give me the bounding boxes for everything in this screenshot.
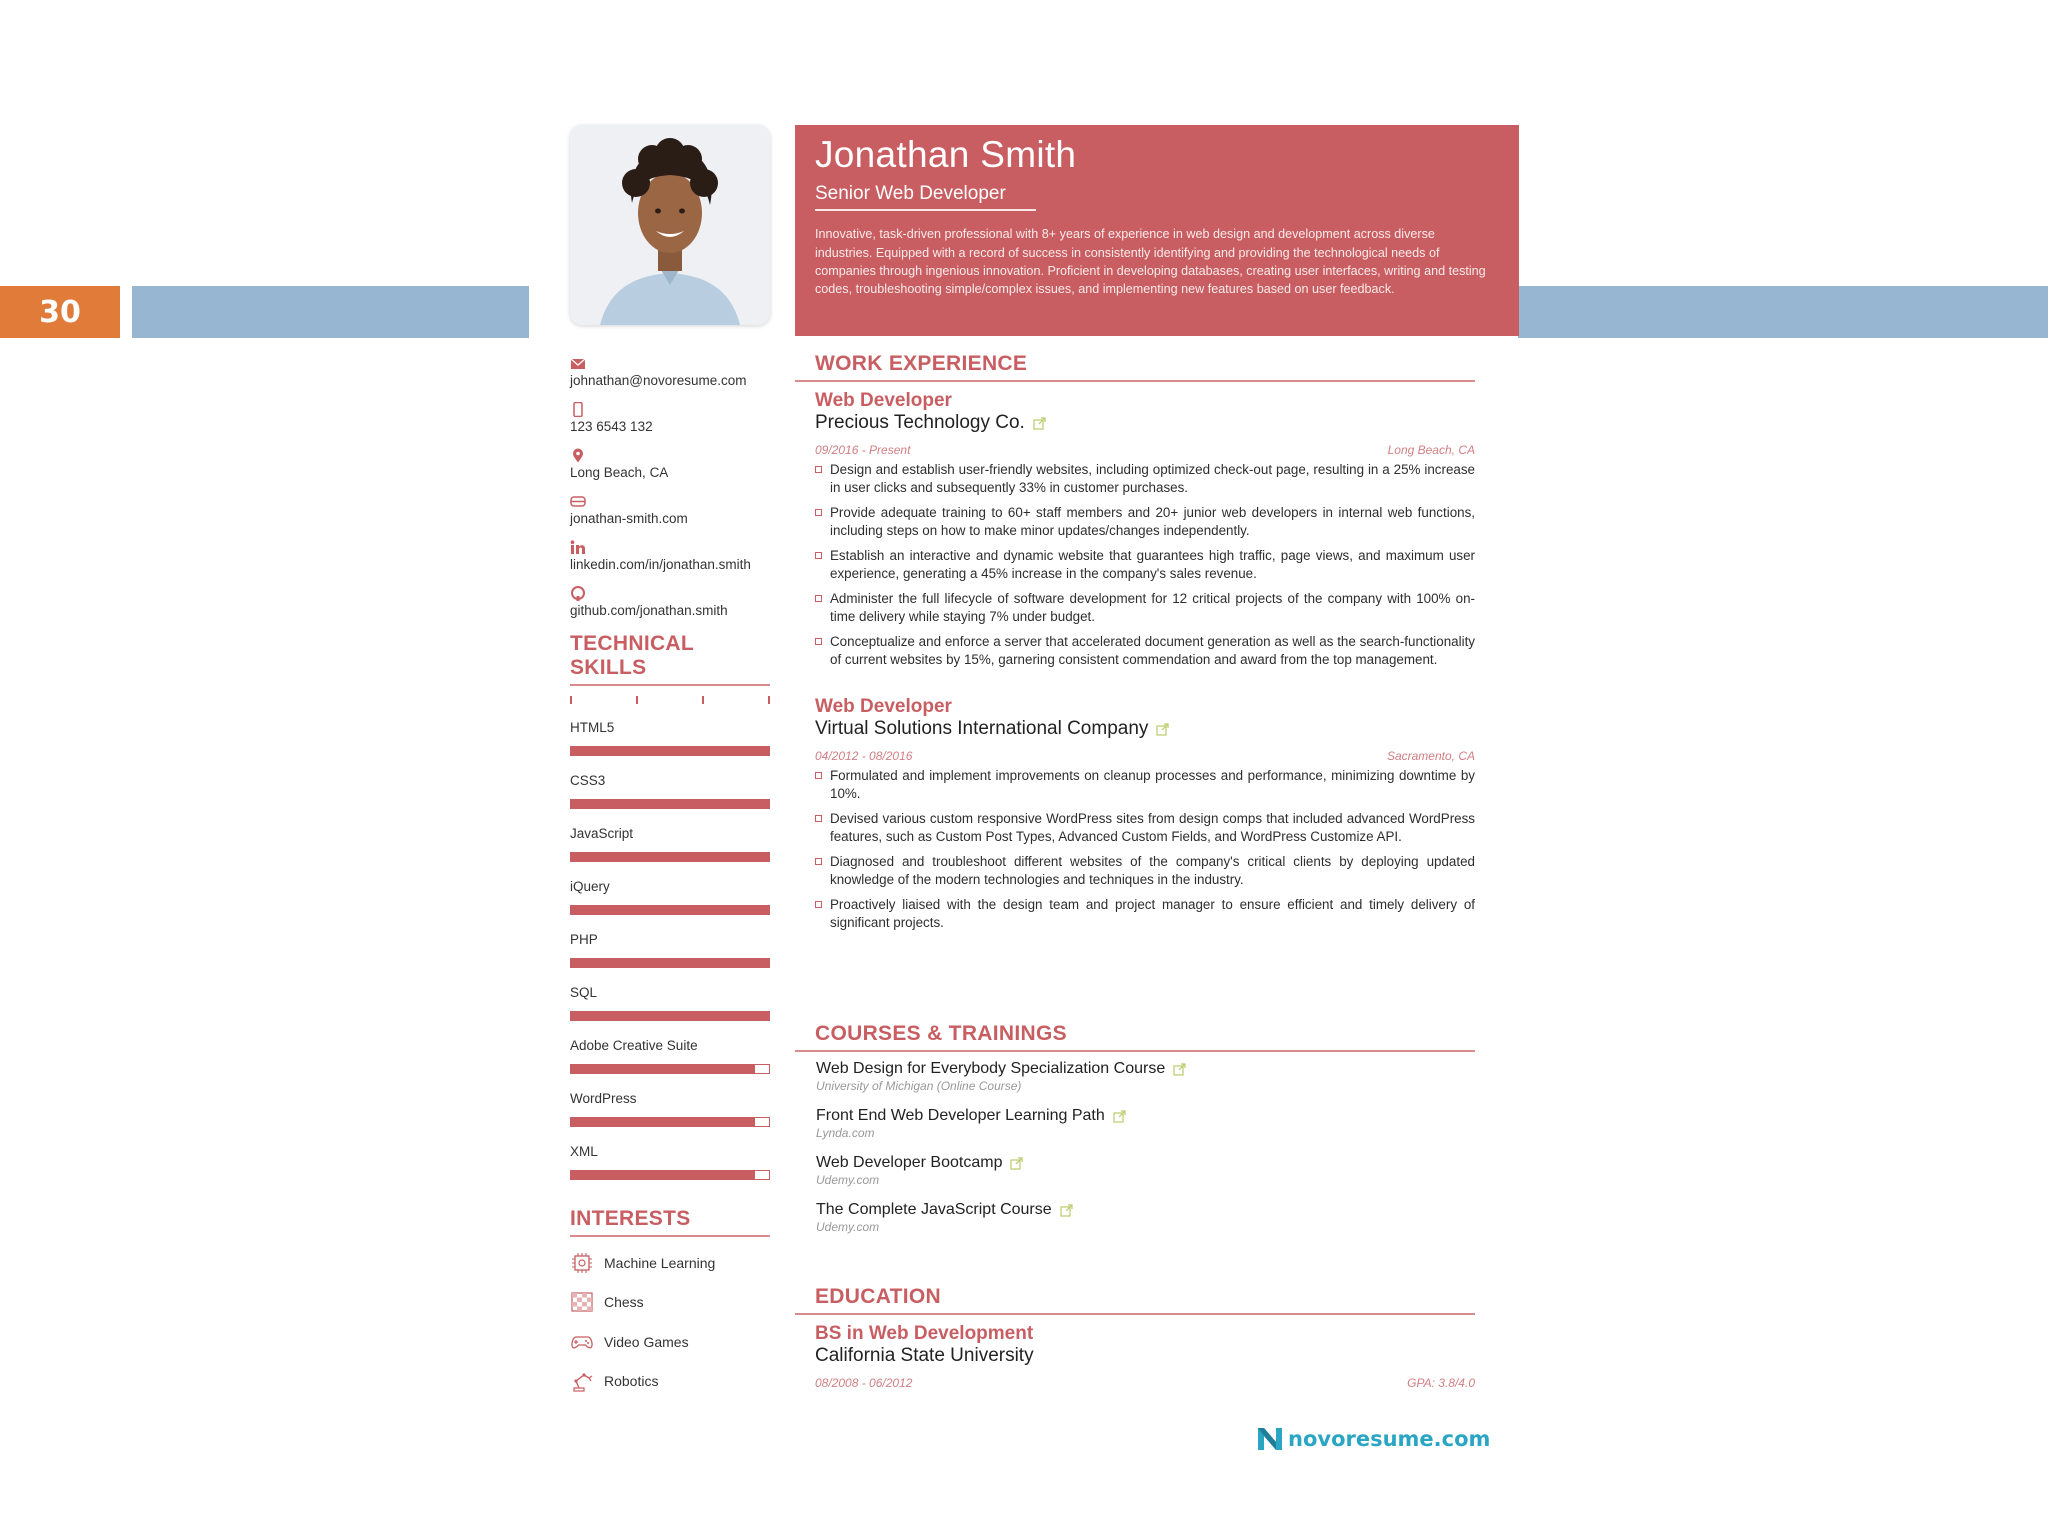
skill-row	[570, 1140, 770, 1193]
skill-level-fill	[571, 1171, 755, 1179]
course-name: Front End Web Developer Learning Path	[816, 1107, 1105, 1124]
work-section-title: WORK EXPERIENCE	[795, 352, 1475, 382]
skill-name: PHP	[570, 932, 598, 947]
skill-row	[570, 822, 770, 875]
skill-name: Adobe Creative Suite	[570, 1038, 698, 1053]
courses-section	[795, 1022, 1475, 1248]
contact-linkedin	[570, 540, 770, 572]
course-name: Web Design for Everybody Specialization Course	[816, 1060, 1166, 1077]
skill-level-bar	[570, 1011, 770, 1021]
skill-level-fill	[571, 1012, 769, 1020]
skill-level-fill	[571, 853, 769, 861]
education-section	[795, 1285, 1475, 1394]
contact-github	[570, 586, 770, 618]
envelope-icon	[570, 356, 586, 371]
contact-text[interactable]: github.com/jonathan.smith	[570, 603, 728, 618]
interests-section-title: INTERESTS	[570, 1207, 770, 1237]
course-source: Udemy.com	[816, 1173, 880, 1187]
skill-level-bar	[570, 1170, 770, 1180]
job-entry	[795, 696, 1475, 933]
course-name-row	[816, 1060, 1475, 1078]
profile-summary: Innovative, task-driven professional with 8+ years of experience in web design and development across diverse industries. Equipped with a record of success in consistently identifying and providing the technological needs of companies through ingenious innovation. Proficient in developing databases, creating user interfaces, writing and testing codes, troubleshooting simple/complex issues, and implementing new features based on user feedback.	[815, 227, 1486, 297]
location-pin-icon	[570, 448, 586, 463]
contact-text: 123 6543 132	[570, 419, 653, 434]
job-title: Web Developer	[815, 695, 952, 717]
skill-row	[570, 769, 770, 822]
courses-section-title: COURSES & TRAININGS	[795, 1022, 1475, 1052]
job-entry	[795, 390, 1475, 670]
skills-section-title: TECHNICAL SKILLS	[570, 632, 770, 686]
degree-title: BS in Web Development	[815, 1323, 1034, 1344]
school-name: California State University	[815, 1345, 1034, 1366]
job-dates: 04/2012 - 08/2016	[815, 748, 913, 763]
course-item	[795, 1060, 1475, 1093]
skill-level-bar	[570, 958, 770, 968]
skill-level-bar	[570, 799, 770, 809]
job-location: Long Beach, CA	[1387, 442, 1475, 457]
job-title: Web Developer	[815, 390, 952, 411]
skill-name: XML	[570, 1144, 598, 1159]
company-name: Virtual Solutions International Company	[815, 717, 1149, 739]
course-name: The Complete JavaScript Course	[816, 1201, 1052, 1218]
candidate-name: Jonathan Smith	[815, 134, 1077, 175]
external-link-icon[interactable]	[1033, 417, 1046, 430]
job-dates: 09/2016 - Present	[815, 442, 911, 457]
skill-row	[570, 716, 770, 769]
contact-text: Long Beach, CA	[570, 465, 669, 480]
skill-level-bar	[570, 852, 770, 862]
skill-level-bar	[570, 1064, 770, 1074]
job-meta	[795, 443, 1475, 457]
skill-level-fill	[571, 906, 769, 914]
bullet-item: Design and establish user-friendly websites, including optimized check-out page, resulting in a 25% increase in user clicks and subsequently 33% in customer purchases.	[815, 461, 1475, 498]
external-link-icon[interactable]	[1173, 1063, 1186, 1076]
course-source: University of Michigan (Online Course)	[816, 1079, 1022, 1093]
chip-icon	[570, 1251, 594, 1275]
job-location: Sacramento, CA	[1386, 748, 1475, 763]
contact-text[interactable]: johnathan@novoresume.com	[570, 373, 747, 388]
external-link-icon[interactable]	[1010, 1157, 1023, 1170]
course-source: Udemy.com	[816, 1220, 880, 1234]
chessboard-icon	[570, 1290, 594, 1314]
left-column	[570, 356, 770, 1401]
skill-scale-ticks	[570, 696, 770, 708]
bullet-item: Administer the full lifecycle of software development for 12 critical projects of the company with 100% on-time delivery while staying 7% under budget.	[815, 590, 1475, 627]
skill-level-fill	[571, 1065, 755, 1073]
bullet-item: Devised various custom responsive WordPress sites from design comps that included advanced WordPress features, such as Custom Post Types, Advanced Custom Fields, and WordPress Customize API.	[815, 810, 1475, 847]
course-name-row	[816, 1201, 1475, 1219]
contact-text[interactable]: jonathan-smith.com	[570, 511, 688, 526]
interest-item	[570, 1283, 770, 1323]
course-name-row	[816, 1154, 1475, 1172]
decorative-band-right	[1518, 286, 2048, 338]
linkedin-icon	[570, 540, 586, 555]
work-experience-section	[795, 352, 1475, 939]
job-meta	[795, 749, 1475, 763]
phone-icon	[570, 402, 586, 417]
bullet-item: Conceptualize and enforce a server that accelerated document generation as well as the search-functionality of current websites by 15%, garnering consistent commendation and award from the top management.	[815, 633, 1475, 670]
course-source: Lynda.com	[816, 1126, 875, 1140]
course-item	[795, 1107, 1475, 1140]
company-name: Precious Technology Co.	[815, 412, 1025, 433]
bullet-item: Diagnosed and troubleshoot different websites of the company's critical clients by deploying updated knowledge of the modern technologies and techniques in the industry.	[815, 853, 1475, 890]
course-name-row	[816, 1107, 1475, 1125]
education-gpa: GPA: 3.8/4.0	[1407, 1375, 1475, 1390]
skill-row	[570, 875, 770, 928]
education-dates: 08/2008 - 06/2012	[815, 1375, 913, 1390]
skill-name: CSS3	[570, 773, 606, 788]
interest-item	[570, 1322, 770, 1362]
skill-row	[570, 1034, 770, 1087]
skill-level-fill	[571, 959, 769, 967]
robot-arm-icon	[570, 1369, 594, 1393]
job-bullets	[795, 461, 1475, 670]
skill-row	[570, 981, 770, 1034]
contact-location	[570, 448, 770, 480]
interest-label: Chess	[604, 1294, 644, 1311]
education-meta	[795, 1376, 1475, 1390]
interest-label: Machine Learning	[604, 1254, 716, 1271]
bullet-item: Provide adequate training to 60+ staff members and 20+ junior web developers in internal web functions, including steps on how to make minor updates/changes independently.	[815, 504, 1475, 541]
company-row	[795, 412, 1475, 435]
brand-logo	[1256, 1426, 1490, 1452]
external-link-icon[interactable]	[1156, 723, 1169, 736]
gamepad-icon	[570, 1330, 594, 1354]
interest-item	[570, 1362, 770, 1402]
skill-level-bar	[570, 1117, 770, 1127]
skill-name: HTML5	[570, 720, 615, 735]
interest-label: Video Games	[604, 1333, 689, 1350]
skill-level-bar	[570, 905, 770, 915]
skill-row	[570, 1087, 770, 1140]
bullet-item: Establish an interactive and dynamic website that guarantees high traffic, page views, and maximum user experience, generating a 45% increase in the company's sales revenue.	[815, 547, 1475, 584]
course-item	[795, 1154, 1475, 1187]
novoresume-logo-icon	[1256, 1426, 1284, 1452]
skill-name: JavaScript	[570, 826, 634, 841]
contact-email	[570, 356, 770, 388]
interest-item	[570, 1243, 770, 1283]
profile-photo	[570, 125, 770, 325]
skill-level-fill	[571, 1118, 755, 1126]
contact-website	[570, 494, 770, 526]
bullet-item: Formulated and implement improvements on cleanup processes and performance, minimizing downtime by 10%.	[815, 767, 1475, 804]
website-icon	[570, 494, 586, 509]
course-item	[795, 1201, 1475, 1234]
candidate-role: Senior Web Developer	[815, 183, 1036, 211]
skill-name: iQuery	[570, 879, 610, 894]
skill-name: SQL	[570, 985, 598, 1000]
decorative-band-left	[132, 286, 529, 338]
contact-phone	[570, 402, 770, 434]
github-icon	[570, 586, 586, 601]
skill-level-fill	[571, 747, 769, 755]
skill-name: WordPress	[570, 1091, 637, 1106]
brand-text: novoresume.com	[1288, 1427, 1491, 1451]
skill-row	[570, 928, 770, 981]
interest-label: Robotics	[604, 1373, 659, 1390]
skill-level-fill	[571, 800, 769, 808]
bullet-item: Proactively liaised with the design team and project manager to ensure efficient and timely delivery of significant projects.	[815, 896, 1475, 933]
slide-number: 30	[0, 286, 120, 338]
external-link-icon[interactable]	[1060, 1204, 1073, 1217]
job-bullets	[795, 767, 1475, 933]
course-name: Web Developer Bootcamp	[816, 1154, 1003, 1171]
skills-list	[570, 716, 770, 1193]
contact-text[interactable]: linkedin.com/in/jonathan.smith	[570, 557, 751, 572]
avatar-illustration	[570, 125, 770, 325]
external-link-icon[interactable]	[1113, 1110, 1126, 1123]
resume-header	[795, 125, 1519, 336]
company-row	[795, 718, 1475, 741]
skill-level-bar	[570, 746, 770, 756]
education-section-title: EDUCATION	[795, 1285, 1475, 1315]
